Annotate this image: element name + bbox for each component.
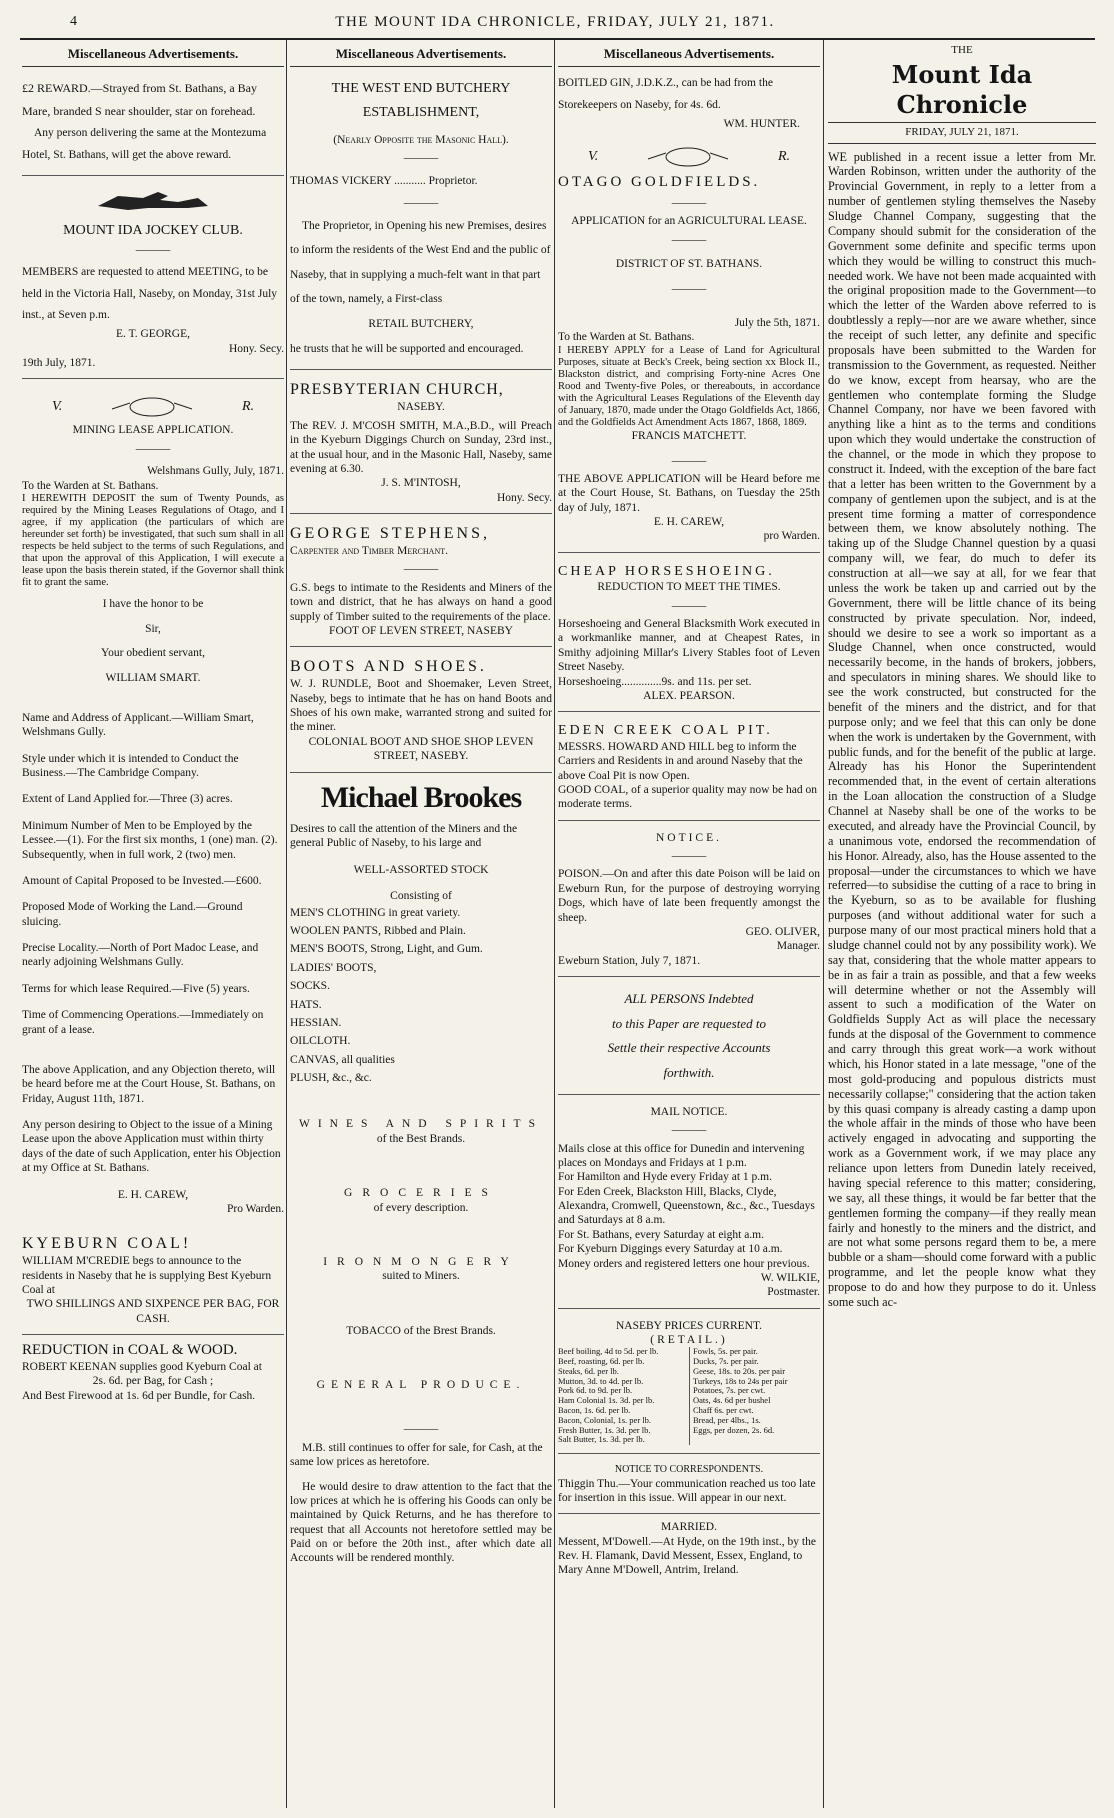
married-notice [558,1520,820,1578]
reduction-body: ROBERT KEENAN supplies good Kyeburn Coal at [22,1360,262,1373]
royal-crest [22,395,284,417]
column-3 [558,44,820,1806]
price-row: Oats, 4s. 6d per bushel [693,1395,771,1406]
married-body: Messent, M'Dowell.—At Hyde, on the 19th inst., by the Rev. H. Flamank, David Messent, Essex, England, to Mary Anne M'Dowell, Antrim, Ireland. [558,1535,816,1577]
otago-sub: APPLICATION for an AGRICULTURAL LEASE. [571,215,807,228]
mail-line: For Hamilton and Hyde every Friday at 1 p.m. [558,1171,772,1184]
vr-right: R. [241,398,254,414]
brookes-item: CANVAS, all qualities [290,1053,395,1066]
otago-sig2: E. H. CAREW, [653,516,725,528]
mining-title: MINING LEASE APPLICATION. [72,424,234,437]
price-row: Turkeys, 18s to 24s per pair [693,1375,788,1386]
jockey-club-body: MEMBERS are requested to attend MEETING, to be held in the Victoria Hall, Naseby, on Monday, 31st July inst., at Seven p.m. [22,265,278,322]
married-title: MARRIED. [661,1521,717,1534]
church-sub: NASEBY. [397,401,445,414]
brookes-item: WOOLEN PANTS, Ribbed and Plain. [290,924,466,937]
mining-field: Precise Locality.—North of Port Madoc Lease, and nearly adjoining Welshmans Gully. [22,942,259,969]
price-row: Pork 6d. to 9d. per lb. [558,1385,633,1396]
mail-title: MAIL NOTICE. [650,1105,728,1118]
vr-left: V. [588,148,599,164]
mining-field: Minimum Number of Men to be Employed by the Lessee.—(1). For the first six months, 1 (one) man. (2). Subsequently, when in full work, 2 (two) men. [22,819,278,861]
horse-body: Horseshoeing and General Blacksmith Work executed in a workmanlike manner, and at Cheapest Rates, in Smithy adjoining Millar's Livery Stables foot of Leven Street Naseby. [558,618,820,674]
column-heading: Miscellaneous Advertisements. [558,44,820,67]
church-sig-role: Hony. Secy. [496,491,552,504]
price-row: Eggs, per dozen, 2s. 6d. [693,1424,775,1435]
otago-to: To the Warden at St. Bathans. [558,331,695,344]
prices-right [689,1347,820,1445]
brookes-item: OILCLOTH. [290,1035,351,1048]
editorial-masthead: Mount Ida Chronicle [891,59,1033,119]
otago-sig3: pro Warden. [763,530,820,543]
mining-field: Terms for which lease Required.—Five (5) years. [22,982,250,995]
stephens-sub: Carpenter and Timber Merchant. [290,545,448,558]
editorial-body: WE published in a recent issue a letter from Mr. Warden Robinson, written under the authority of the Provincial Government, in reply to a letter from a number of gentlemen styling themselves the Naseby Sludge Channel Company, suggesting that the Company should submit for the consideration of the Government some definite and specific terms upon which they would be willing to construct this much-needed work. We have not been made acquainted with the original proposition made to the Government—to which the letter of the Warden above referred to is doubtlessly a reply—nor are we aware whether, since the receipt of such letter, any definite and specific proposals have been submitted to the Warden for transmission to the Government, as requested. Neither do we know, except from hearsay, who are the gentlemen who contemplate forming the Sludge Channel Company, nor have we been favored with anything like a hint as to the terms and conditions upon which they would undertake the construction of the channel, or the mode in which they propose to construct it. Indeed, with the exception of the bare fact that a letter has been written to the Government by a company of gentlemen upon the subject, and is at the present time forming a matter of correspondence between them, we know absolutely nothing. The taking up of the Sludge Channel question by a quasi company will, we fear, do much to defer its construction at all—we say at all, for we fear that unless the work be taken up and carried out by the Government, there will be little chance of its being constructed by private speculation. Nor, indeed, should we desire to see a work so important as a Sludge Channel, when once constructed, would necessarily become, in the hands of brokers, jobbers, and speculators in mining shares. We should like to see the work constructed, but constructed for the benefit of the miners and the district, and for that purpose only; and we feel that this can only be done when the work is undertaken by the Government, with public funds, and for the benefit of the public at large. Already has his Honor the Superintendent recommended that, in the event of certain alterations in the Loan allocation the construction of a Sludge Channel at Naseby shall be one of the works to be executed, and already have the Provincial Council, by a unanimous vote, endorsed the recommendation of his Honor. Already, also, has the House assented to the proposal—under the circumstances to which we have referred—to subsidise the cutting of a race to bring in the Kyeburn, so as to be available for flushing purposes (and without additional water for such a purpose many of our most practical miners hold that a sludge channel could not by any possibility work). We say that, considering that the whole matter appears to be in as fair a train as possible, and that a few weeks will determine whether or not the Assembly will assent to such a modification of the Water on Goldfields Supply Act as will place the necessary funds at the disposal of the Government to commence and carry through this great work—a work without which, his Honor stated in a late message, "one of the most gold-producing and populous districts must necessarily collapse;" considering that the action taken by this quasi company is already casting a damp upon the whole affair in the minds of those who have been actively engaged in advocating and supporting the work as a Government work, if we may place any reliance upon letters from Dunedin lately received, having special reference to this matter; considering, we say, all these things, it would be far better that the gentlemen forming the company—if they really mean fairly and honestly to the miners and the district, and are not what some persons regard them to be, a mere bubble or a sham—should come forward with a public programme, and let the people know what they propose to do and how they purpose to do it. Unless some such ac- [828,149,1096,1309]
brookes-iron-sub: suited to Miners. [382,1270,460,1283]
horse-title: CHEAP HORSESHOEING. [558,563,775,579]
divider: ——— [135,244,171,257]
mining-lease-ad: V. R. MINING LEASE APPLICATION. ——— Welshmans Gully, July, 1871. To the Warden at St. Bathans. I HEREWITH DEPOSIT the sum of Twenty Pounds, as required by the Mining Leases Regulations of Otago, and I agree, if my application (the particulars of which are hereunder set forth) be investigated, that such sum shall in all respects be held subject to the terms of such Regulations, and that upon the approval of this Application, I will execute a lease upon the basis therein stated, if the Governor shall think fit to grant the same. I have the honor to be Sir, Your obedient servant, WILLIAM SMART. Name and Address of Applicant.—William Smart, Welshmans Gully. Style under which it is intended to Conduct the Business.—The Cambridge Company. Extent of Land Applied for.—Three (3) acres. Minimum Number of Men to be Employed by the Lessee.—(1). For the first six months, 1 (one) man. (2). Subsequently, when in full work, 2 (two) men. Amount of Capital Proposed to be Invested.—£600. Proposed Mode of Working the Land.—Ground sluicing. Precise Locality.—North of Port Madoc Lease, and nearly adjoining Welshmans Gully. Terms for which lease Required.—Five (5) years. Time of Commencing Operations.—Immediately on grant of a lease. The above Application, and any Objection thereto, will be heard before me at the Court House, St. Bathans, on Friday, August 11th, 1871. Any person desiring to Object to the issue of a Mining Lease upon the above Application must within thirty days of the date of such Application, enter his Objection at my Office at St. Bathans. E. H. CAREW, Pro Warden. [22,385,284,1224]
mining-field: Time of Commencing Operations.—Immediately on grant of a lease. [22,1009,264,1036]
brookes-item: HATS. [290,998,322,1011]
notice-date: Eweburn Station, July 7, 1871. [558,954,701,967]
jockey-club-signature: E. T. GEORGE, [116,328,190,341]
brookes-item: SOCKS. [290,980,330,993]
page-number: 4 [70,14,77,29]
page-header [30,10,1080,36]
brookes-title: Michael Brookes [320,780,522,814]
eden-body: MESSRS. HOWARD AND HILL beg to inform the Carriers and Residents in and around Naseby that the above Coal Pit is now Open. [558,740,803,782]
brookes-mb2: He would desire to draw attention to the fact that the low prices at which he is offering his Goods can only be maintained by Quick Returns, and he has therefore to request that all Accounts not heretofore settled may be Paid on or before the 20th inst., after which date all Accounts will be rendered monthly. [290,1480,552,1565]
stephens-body: G.S. begs to intimate to the Residents and Miners of the town and district, that he has always on hand a good supply of Timber suited to the requirements of the place. [290,581,552,623]
persons-line: forthwith. [663,1065,715,1081]
persons-line: Settle their respective Accounts [607,1040,771,1056]
price-row: Geese, 18s. to 20s. per pair [693,1365,786,1376]
mining-name: WILLIAM SMART. [105,671,201,684]
notice-sig: GEO. OLIVER, [745,925,820,938]
price-row: Potatoes, 7s. per cwt. [693,1385,766,1396]
notice-body: POISON.—On and after this date Poison will be laid on Eweburn Run, for the purpose of destroying worrying Dogs, which have of late been frequently amongst the sheep. [558,868,820,924]
brookes-stock: WELL-ASSORTED STOCK [353,863,489,876]
editorial-date: FRIDAY, JULY 21, 1871. [828,122,1096,144]
brookes-item: HESSIAN. [290,1016,342,1029]
jockey-club-title: MOUNT IDA JOCKEY CLUB. [63,222,243,238]
mining-servant: Your obedient servant, [101,647,205,660]
brookes-consisting: Consisting of [390,890,452,903]
notice-ad: NOTICE. ——— POISON.—On and after this date Poison will be laid on Eweburn Run, for the purpose of destroying worrying Dogs, which have of late been frequently amongst the sheep. GEO. OLIVER, Manager. Eweburn Station, July 7, 1871. [558,827,820,977]
mail-line: For St. Bathans, every Saturday at eight a.m. [558,1228,765,1241]
stephens-ad: GEORGE STEPHENS, Carpenter and Timber Merchant. ——— G.S. begs to intimate to the Residents and Miners of the town and district, that he has always on hand a good supply of Timber suited to the requirements of the place. FOOT OF LEVEN STREET, NASEBY [290,520,552,647]
column-2 [290,44,552,1806]
mining-field: Any person desiring to Object to the issue of a Mining Lease upon the above Application must within thirty days of the date of such Application, enter his Objection at my Office at St. Bathans. [22,1119,281,1175]
persons-line: ALL PERSONS Indebted [624,991,754,1006]
crest-icon [92,395,212,417]
gin-sig: WM. HUNTER. [723,117,800,130]
butchery-end: he trusts that he will be supported and encouraged. [290,343,524,356]
correspondents-notice [558,1460,820,1514]
otago-ad: V. R. OTAGO GOLDFIELDS. ——— APPLICATION for an AGRICULTURAL LEASE. ——— DISTRICT OF ST. BATHANS. ——— July the 5th, 1871. To the Warden at St. Bathans. I HEREBY APPLY for a Lease of Land for Agricultural Purposes, situate at Beck's Creek, being section xx Block II., Blackston district, and comprising Forty-nine Acres One Rood and Twenty-five Poles, or thereabouts, in accordance with the Agricultural Leases Regulations of the Eleventh day of January, 1870, made under the Otago Goldfields Act, 1866, and the Goldfields Act Amendment Acts 1867, 1868, 1869. FRANCIS MATCHETT. ——— THE ABOVE APPLICATION will be Heard before me at the Court House, St. Bathans, on Tuesday the 25th day of July, 1871. E. H. CAREW, pro Warden. [558,135,820,552]
column-1 [22,44,284,1806]
column-4 [828,44,1096,1806]
brookes-groceries-sub: of every description. [373,1201,469,1214]
mail-sig: W. WILKIE, [760,1271,820,1284]
mining-field: Extent of Land Applied for.—Three (3) acres. [22,793,233,806]
price-row: Ham Colonial 1s. 3d. per lb. [558,1395,655,1406]
gin-ad [558,73,820,135]
price-row: Bacon, Colonial, 1s. per lb. [558,1414,652,1425]
otago-title: OTAGO GOLDFIELDS. [558,174,761,191]
reduction-ad [22,1341,284,1403]
mail-line: Money orders and registered letters one hour previous. [558,1257,810,1270]
header-rule [20,38,1095,40]
mail-line: Mails close at this office for Dunedin and intervening places on Mondays and Fridays at 1 p.m. [558,1142,805,1169]
mining-field: Style under which it is intended to Conduct the Business.—The Cambridge Company. [22,752,239,780]
brookes-mb: M.B. still continues to offer for sale, for Cash, at the same low prices as heretofore. [290,1441,543,1469]
corr-title: NOTICE TO CORRESPONDENTS. [614,1464,764,1476]
price-row: Chaff 6s. per cwt. [693,1404,754,1415]
mining-signature-role: Pro Warden. [227,1202,284,1215]
column-rule [823,40,824,1808]
column-rule [554,40,555,1808]
corr-body: Thiggin Thu.—Your communication reached us too late for insertion in this issue. Will appear in our next. [558,1477,816,1504]
crest-icon [628,145,748,167]
notice-sig2: Manager. [776,940,820,953]
kyeburn-coal-ad [22,1230,284,1335]
persons-line: to this Paper are requested to [612,1015,766,1031]
church-ad [290,376,552,514]
prices-table [558,1347,820,1445]
butchery-sub: (Nearly Opposite the Masonic Hall). [333,133,509,146]
boots-title: BOOTS AND SHOES. [290,658,487,676]
kyeburn-price: TWO SHILLINGS AND SIXPENCE PER BAG, FOR CASH. [26,1298,280,1325]
horse-sub: REDUCTION TO MEET THE TIMES. [597,581,781,594]
jockey-club-title-role: Hony. Secy. [228,342,284,355]
editorial-the: THE [951,44,973,56]
brookes-item: LADIES' BOOTS, [290,961,377,974]
price-row: Bacon, 1s. 6d. per lb. [558,1404,631,1415]
brookes-groceries: GROCERIES [344,1187,498,1200]
brookes-wines: WINES AND SPIRITS [299,1118,543,1131]
price-row: Fresh Butter, 1s. 3d. per lb. [558,1424,651,1435]
price-row: Steaks, 6d. per lb. [558,1365,619,1376]
church-title: PRESBYTERIAN CHURCH, [290,381,504,399]
otago-body: I HEREBY APPLY for a Lease of Land for Agricultural Purposes, situate at Beck's Creek, being section xx Block II., Blackston district, and comprising Forty-nine Acres One Rood and Twenty-five Poles, or thereabouts, in accordance with the Agricultural Leases Regulations of the Eleventh day of January, 1870, made under the Otago Goldfields Act, 1866, and the Goldfields Act Amendment Acts 1867, 1868, 1869. [558,344,820,429]
vr-right: R. [777,148,790,164]
mail-notice: MAIL NOTICE. ——— Mails close at this office for Dunedin and intervening places on Mondays and Fridays at 1 p.m. For Hamilton and Hyde every Friday at 1 p.m. For Eden Creek, Blackston Hill, Blacks, Clyde, Alexandra, Cromwell, Queenstown, &c., &c., Tuesdays and Saturdays at 8 a.m. For St. Bathans, every Saturday at eight a.m. For Kyeburn Diggings every Saturday at 10 a.m. Money orders and registered letters one hour previous. W. WILKIE, Postmaster. [558,1101,820,1309]
otago-sig: FRANCIS MATCHETT. [631,430,747,443]
boots-ad [290,653,552,772]
price-row: Mutton, 3d. to 4d. per lb. [558,1375,644,1386]
otago-date: July the 5th, 1871. [734,316,820,329]
eden-title: EDEN CREEK COAL PIT. [558,723,773,739]
racehorse-illustration [22,186,284,218]
royal-crest [558,145,820,167]
reduction-title: REDUCTION in COAL & WOOD. [22,1342,238,1359]
butchery-ad: THE WEST END BUTCHERY ESTABLISHMENT, (Nearly Opposite the Masonic Hall). ——— THOMAS VICKERY ........... Proprietor. ——— The Proprietor, in Opening his new Premises, desires to inform the residents of the West End and the public of Naseby, that in supplying a much-felt want in that part of the town, namely, a First-class RETAIL BUTCHERY, he trusts that he will be supported and encouraged. [290,73,552,370]
horse-price: Horseshoeing..............9s. and 11s. per set. [558,675,752,688]
reduction-wood: And Best Firewood at 1s. 6d per Bundle, for Cash. [22,1389,256,1402]
brookes-wines-sub: of the Best Brands. [376,1132,466,1145]
mining-honor: I have the honor to be [102,598,204,611]
price-row: Fowls, 5s. per pair. [693,1346,758,1357]
column-heading: Miscellaneous Advertisements. [22,44,284,67]
vr-left: V. [52,398,63,414]
otago-district: DISTRICT OF ST. BATHANS. [615,258,763,271]
kyeburn-body: WILLIAM M'CREDIE begs to announce to the residents in Naseby that he is supplying Best Kyeburn Coal at [22,1255,272,1297]
prices-sub: (RETAIL.) [650,1334,728,1346]
butchery-retail: RETAIL BUTCHERY, [368,317,474,330]
prices-title: NASEBY PRICES CURRENT. [615,1319,762,1332]
church-body: The REV. J. M'COSH SMITH, M.A.,B.D., will Preach in the Kyeburn Diggings Church on Sunday, 23rd inst., at the usual hour, and in the Masonic Hall, Naseby, same evening at 6.30. [290,419,552,475]
mining-field: Amount of Capital Proposed to be Invested.—£600. [22,874,262,887]
butchery-proprietor: THOMAS VICKERY ........... Proprietor. [290,174,478,187]
column-rule [286,40,287,1808]
boots-address: COLONIAL BOOT AND SHOE SHOP LEVEN STREET, NASEBY. [308,735,534,763]
brookes-body: Desires to call the attention of the Miners and the general Public of Naseby, to his large and [290,823,518,850]
otago-heard: THE ABOVE APPLICATION will be Heard before me at the Court House, St. Bathans, on Tuesday the 25th day of July, 1871. [558,472,820,514]
brookes-item: PLUSH, &c., &c. [290,1072,372,1085]
column-heading: Miscellaneous Advertisements. [290,44,552,67]
mining-body: I HEREWITH DEPOSIT the sum of Twenty Pounds, as required by the Mining Leases Regulations of Otago, and I agree, if my application (the particulars of which are hereunder set forth) be investigated, that such sum shall in all respects be held subject to the terms of such Regulations, and that upon the approval of this Application, I will execute a lease upon the basis therein stated, if the Governor shall think fit to grant the same. [22,492,284,589]
brookes-tobacco: TOBACCO of the Brest Brands. [346,1324,496,1337]
reward-body: Any person delivering the same at the Montezuma Hotel, St. Bathans, will get the above reward. [22,126,267,161]
price-row: Salt Butter, 1s. 3d. per lb. [558,1434,645,1445]
mail-sig2: Postmaster. [767,1286,820,1299]
boots-body: W. J. RUNDLE, Boot and Shoemaker, Leven Street, Naseby, begs to intimate that he has on hand Boots and Shoes of his own make, warranted strong and suited for the miner. [290,678,552,734]
mining-field: The above Application, and any Objection thereto, will be heard before me at the Court House, St. Bathans, on Friday, August 11th, 1871. [22,1063,276,1105]
price-row: Bread, per 4lbs., 1s. [693,1414,761,1425]
prices-current [558,1315,820,1454]
mail-line: For Eden Creek, Blackston Hill, Blacks, Clyde, Alexandra, Cromwell, Queenstown, &c., &c., Tuesdays and Saturdays at 8 a.m. [558,1185,815,1227]
eden-creek-ad [558,718,820,820]
mining-field: Proposed Mode of Working the Land.—Ground sluicing. [22,901,243,928]
stephens-title: GEORGE STEPHENS, [290,525,491,543]
brookes-produce: GENERAL PRODUCE. [316,1379,526,1392]
gin-body: BOITLED GIN, J.D.K.Z., can be had from the Storekeepers on Naseby, for 4s. 6d. [558,77,773,112]
church-sig: J. S. M'INTOSH, [381,477,461,490]
butchery-title: THE WEST END BUTCHERY ESTABLISHMENT, [331,81,511,121]
stephens-address: FOOT OF LEVEN STREET, NASEBY [329,624,513,637]
reward-title: £2 REWARD.—Strayed from St. Bathans, a Bay Mare, branded S near shoulder, star on forehead. [22,81,257,119]
reduction-price: 2s. 6d. per Bag, for Cash ; [92,1375,214,1388]
reward-ad [22,73,284,175]
brookes-item: MEN'S CLOTHING in great variety. [290,906,461,919]
mining-place: Welshmans Gully, July, 1871. [147,465,284,478]
brookes-ad: Michael Brookes Desires to call the attention of the Miners and the general Public of Naseby, to his large and WELL-ASSORTED STOCK Consisting of MEN'S CLOTHING in great variety. WOOLEN PANTS, Ribbed and Plain. MEN'S BOOTS, Strong, Light, and Gum. LADIES' BOOTS, SOCKS. HATS. HESSIAN. OILCLOTH. CANVAS, all qualities PLUSH, &c., &c. WINES AND SPIRITS of the Best Brands. GROCERIES of every description. IRONMONGERY suited to Miners. TOBACCO of the Brest Brands. GENERAL PRODUCE. ——— M.B. still continues to offer for sale, for Cash, at the same low prices as heretofore. He would desire to draw attention to the fact that the low prices at which he is offering his Goods can only be maintained by Quick Returns, and he has therefore to request that all Accounts not heretofore settled may be Paid on or before the 20th inst., after which date all Accounts will be rendered monthly. [290,780,552,1565]
mining-to: To the Warden at St. Bathans. [22,479,159,492]
jockey-club-date: 19th July, 1871. [22,357,96,370]
brookes-iron: IRONMONGERY [323,1255,519,1268]
kyeburn-title: KYEBURN COAL! [22,1235,192,1253]
eden-body2: GOOD COAL, of a superior quality may now be had on moderate terms. [558,783,818,811]
jockey-club-ad [22,182,284,380]
mail-line: For Kyeburn Diggings every Saturday at 10 a.m. [558,1243,783,1256]
running-masthead: THE MOUNT IDA CHRONICLE, FRIDAY, JULY 21, 1871. [335,14,775,30]
prices-left [558,1347,685,1445]
persons-notice [558,983,820,1095]
price-row: Ducks, 7s. per pair. [693,1356,759,1367]
price-row: Beef, roasting, 6d. per lb. [558,1356,645,1367]
mining-sir: Sir, [145,622,161,635]
horse-sig: ALEX. PEARSON. [643,689,735,702]
notice-title: NOTICE. [655,831,723,844]
brookes-item: MEN'S BOOTS, Strong, Light, and Gum. [290,943,483,956]
horseshoeing-ad: CHEAP HORSESHOEING. REDUCTION TO MEET THE TIMES. ——— Horseshoeing and General Blacksmith Work executed in a workmanlike manner, and at Cheapest Rates, in Smithy adjoining Millar's Livery Stables foot of Leven Street Naseby. Horseshoeing..............9s. and 11s. per set. ALEX. PEARSON. [558,559,820,713]
price-row: Beef boiling, 4d to 5d. per lb. [558,1346,659,1357]
mining-field: Name and Address of Applicant.—William Smart, Welshmans Gully. [22,711,254,739]
mining-signature: E. H. CAREW, [117,1188,189,1201]
butchery-body: The Proprietor, in Opening his new Premises, desires to inform the residents of the West End and the public of Naseby, that in supplying a much-felt want in that part of the town, namely, a First-class [290,220,551,305]
